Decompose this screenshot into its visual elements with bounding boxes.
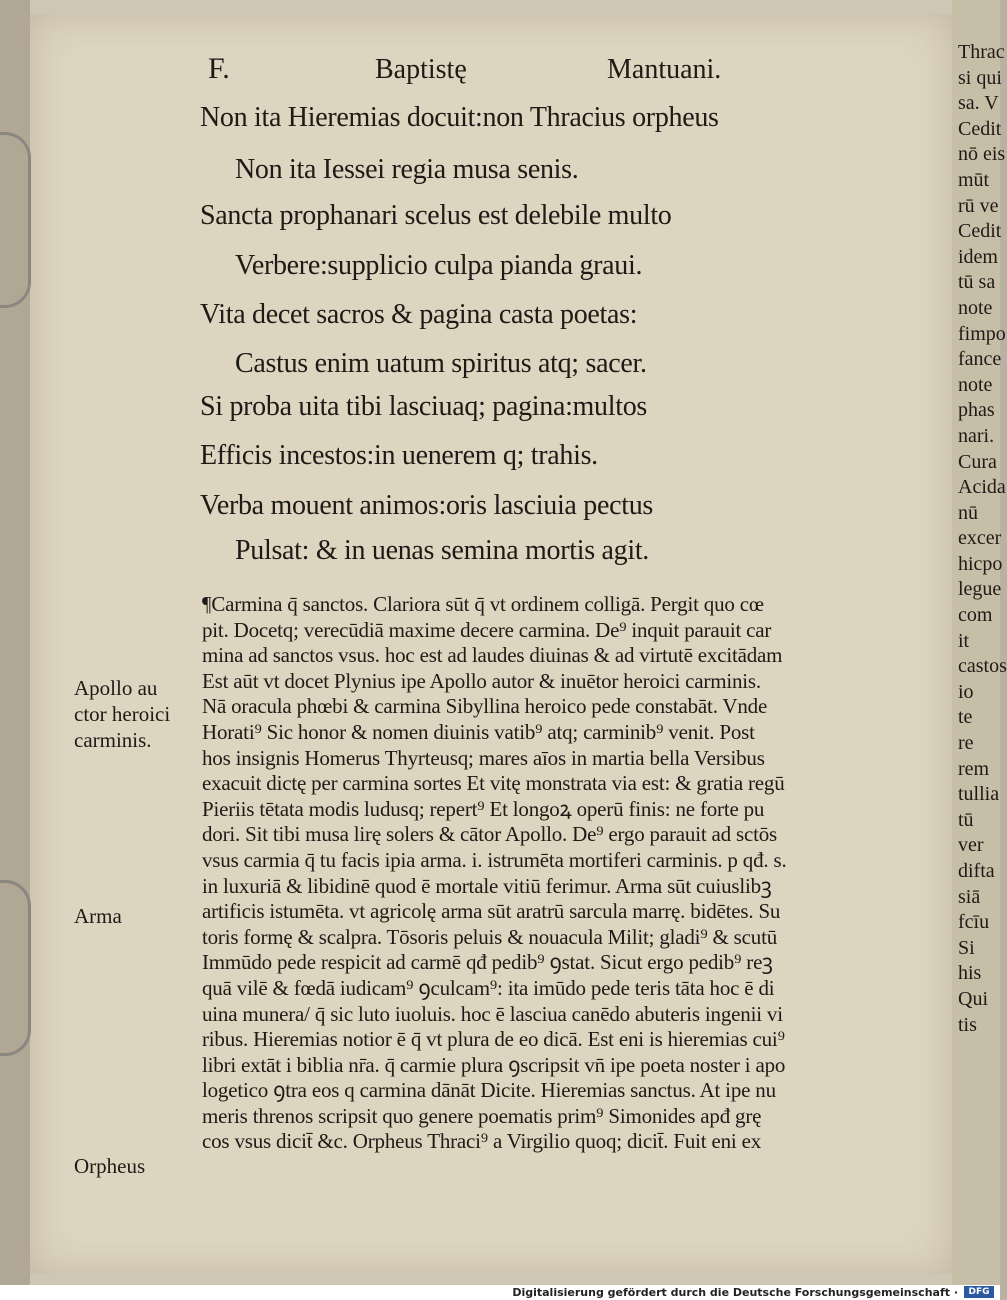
signature-mark: F.: [208, 52, 230, 85]
margin-note-apollo: Apollo au ctor heroici carminis.: [74, 676, 171, 752]
binding-clip-top: [0, 132, 31, 308]
commentary-line: Horati⁹ Sic honor & nomen diuinis vatib⁹ atq; carminib⁹ venit. Post: [202, 719, 755, 744]
commentary-line: in luxuriā & libidinē quod ē mortale vitiū ferimur. Arma sūt cuiuslibꝫ: [202, 873, 772, 898]
commentary-line: ¶Carmina q̄ sanctos. Clariora sūt q̄ vt ordinem colligā. Pergit quo cœ: [202, 592, 764, 616]
verse-line: Vita decet sacros & pagina casta poetas:: [200, 299, 638, 330]
commentary-line: dori. Sit tibi musa lirę solers & cātor Apollo. De⁹ ergo parauit ad sctōs: [202, 822, 777, 847]
commentary-line: libri extāt i biblia nr̄a. q̄ carmie plura ꝯscripsit vn̄ ipe poeta noster i apo: [202, 1052, 786, 1077]
commentary-line: Immūdo pede respicit ad carmē qđ pedib⁹ ꝯstat. Sicut ergo pedib⁹ reꝫ: [202, 950, 773, 975]
verse-line: Sancta prophanari scelus est delebile multo: [200, 200, 672, 231]
verse-line: Non ita Iessei regia musa senis.: [235, 154, 579, 185]
verse-line: Pulsat: & in uenas semina mortis agit.: [235, 535, 650, 566]
commentary-line: Nā oracula phœbi & carmina Sibyllina heroico pede constabāt. Vnde: [202, 694, 768, 719]
commentary-line: exacuit dictę per carmina sortes Et vitę monstrata via est: & gratia regū: [202, 771, 785, 796]
commentary-line: vsus carmia q̄ tu facis ipia arma. i. istrumēta mortiferi carminis. p qđ. s.: [202, 847, 787, 872]
verse-line: Efficis incestos:in uenerem q; trahis.: [200, 440, 598, 471]
verse-line: Non ita Hieremias docuit:non Thracius orpheus: [200, 102, 719, 133]
running-head-left: Baptistę: [375, 54, 467, 85]
verse-line: Verba mouent animos:oris lasciuia pectus: [200, 490, 653, 521]
facing-page-text: Thrac si qui sa. V Cedit nō eis mūt rū ve Cedit idem tū sa note fimpo fance note phas nari. Cura Acida nū excer hicpo legue com it castos io te re rem tullia tū ver difta siā fcīu Si his Qui tis: [958, 41, 1007, 1036]
commentary-line: meris threnos scripsit quo genere poematis prim⁹ Simonides apđ grę: [202, 1103, 762, 1128]
binding-clip-bottom: [0, 880, 31, 1056]
commentary-block: [202, 592, 882, 1155]
margin-note-arma: Arma: [74, 904, 122, 928]
commentary-line: pit. Docetq; verecūdiā maxime decere carmina. De⁹ inquit parauit car: [202, 617, 772, 642]
commentary-line: Pieriis tētata modis ludusq; repert⁹ Et longoꝝ operū finis: ne forte pu: [202, 796, 765, 821]
commentary-line: toris formę & scalpra. Tōsoris peluis & nouacula Milit; gladi⁹ & scutū: [202, 924, 778, 949]
dfg-logo: DFG: [964, 1286, 994, 1298]
commentary-line: artificis istumēta. vt agricolę arma sūt aratrū sarcula marrę. bidētes. Su: [202, 899, 781, 924]
commentary-line: mina ad sanctos vsus. hoc est ad laudes diuinas & ad virtutē excitādam: [202, 643, 783, 668]
verse-line: Castus enim uatum spiritus atq; sacer.: [235, 348, 647, 379]
funding-credit: Digitalisierung gefördert durch die Deutsche Forschungsgemeinschaft ·: [512, 1286, 958, 1299]
commentary-line: ribus. Hieremias notior ē q̄ vt plura de eo dicā. Est eni is hieremias cui⁹: [202, 1027, 785, 1052]
commentary-line: logetico ꝯtra eos q carmina dānāt Dicite. Hieremias sanctus. At ipe nu: [202, 1078, 776, 1103]
running-head-right: Mantuani.: [607, 54, 722, 85]
commentary-line: hos insignis Homerus Thyrteusq; mares aīos in martia bella Versibus: [202, 745, 765, 770]
commentary-line: Est aūt vt docet Plynius ipe Apollo autor & inuētor heroici carminis.: [202, 668, 761, 693]
verse-line: Verbere:supplicio culpa pianda graui.: [235, 250, 643, 281]
commentary-line: quā vilē & fœdā iudicam⁹ ꝯculcam⁹: ita imūdo pede teris tāta hoc ē di: [202, 975, 775, 1000]
commentary-line: uina munera/ q̄ sic luto iuoluis. hoc ē lasciua canēdo abuteris ingenii vi: [202, 1001, 783, 1026]
margin-note-orpheus: Orpheus: [74, 1154, 146, 1178]
verse-line: Si proba uita tibi lasciuaq; pagina:multos: [200, 391, 647, 422]
commentary-line: cos vsus dicit̄ &c. Orpheus Thraci⁹ a Virgilio quoq; dicit̄. Fuit eni ex: [202, 1129, 761, 1154]
